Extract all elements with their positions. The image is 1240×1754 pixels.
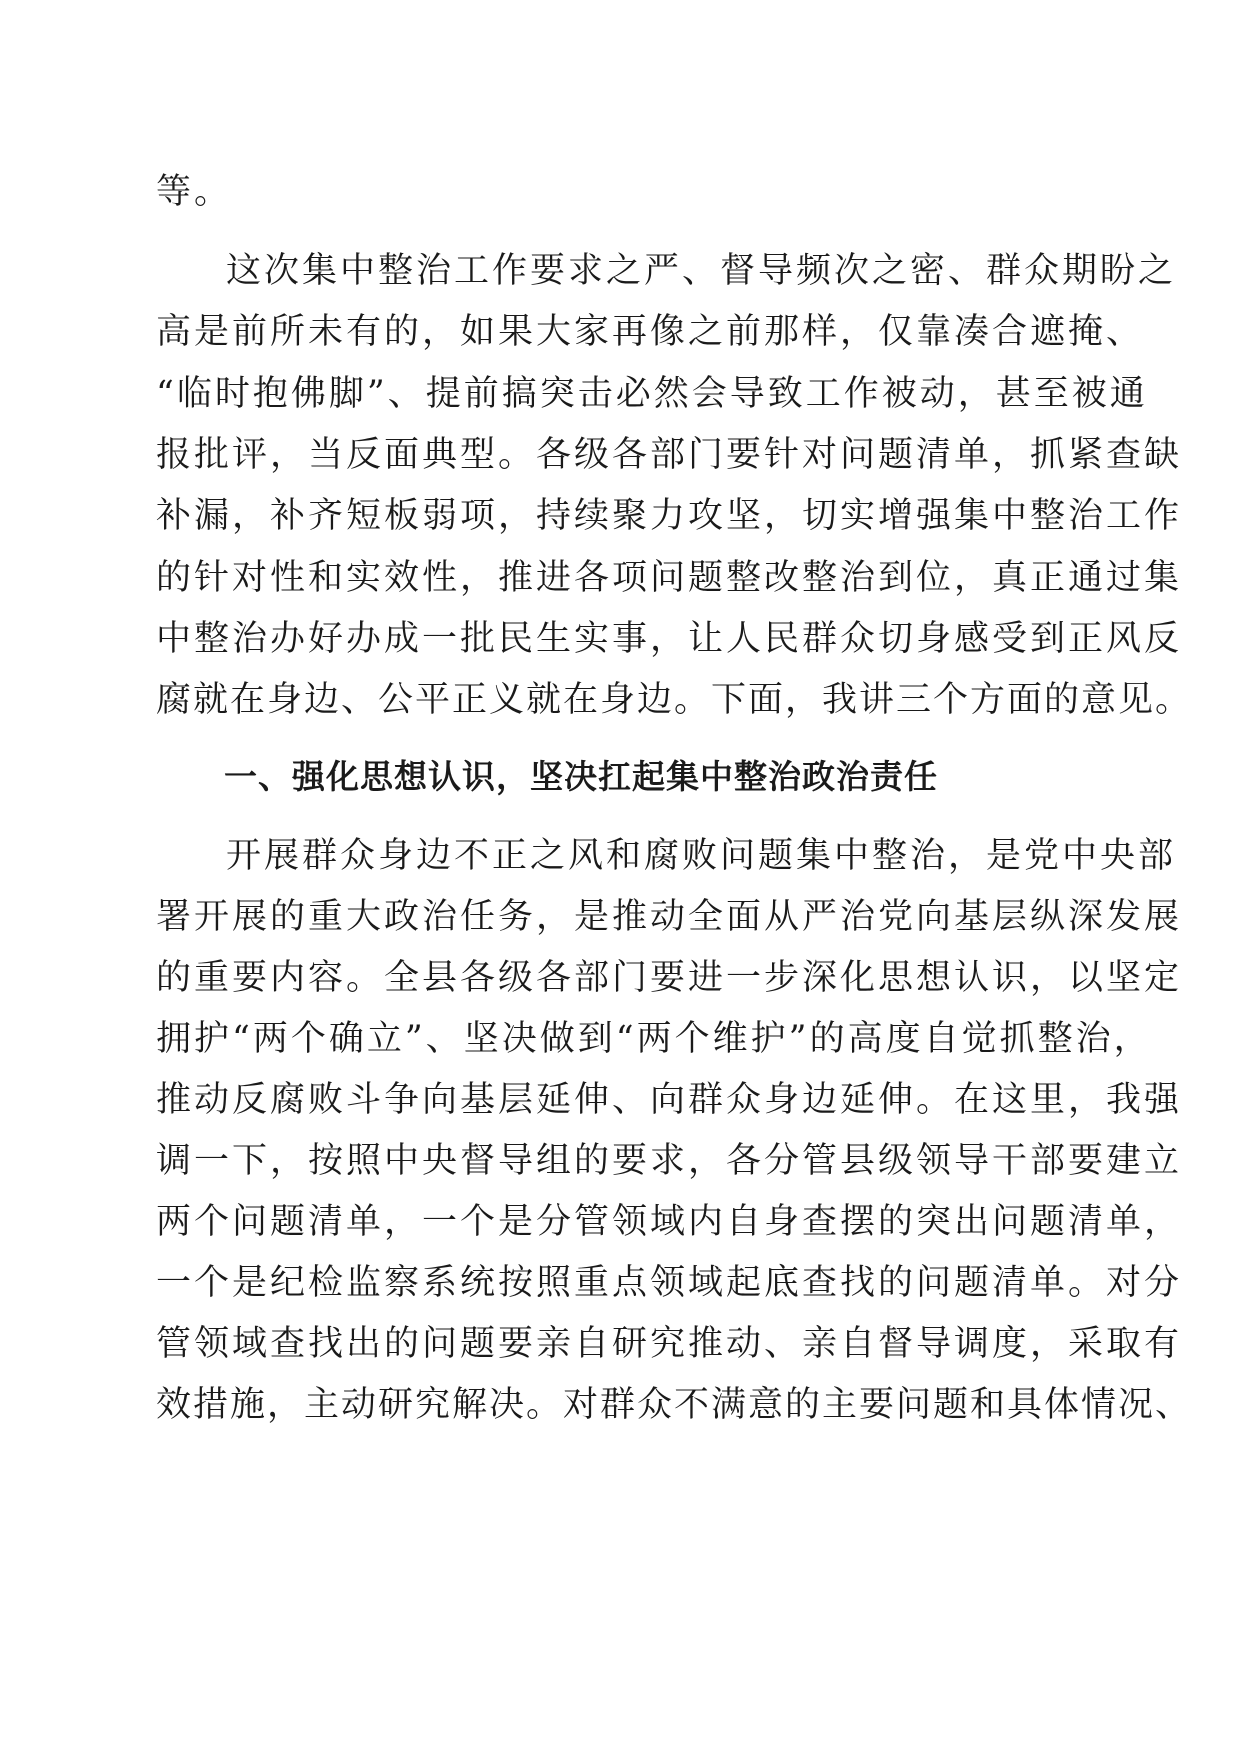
text-line: 这次集中整治工作要求之严、督导频次之密、群众期盼之: [226, 251, 1177, 291]
text-line: 的重要内容。全县各级各部门要进一步深化思想认识，以坚定: [156, 958, 1183, 998]
text-line: 一个是纪检监察系统按照重点领域起底查找的问题清单。对分: [156, 1263, 1183, 1303]
text-line: 高是前所未有的，如果大家再像之前那样，仅靠凑合遮掩、: [156, 312, 1145, 352]
text-line: 署开展的重大政治任务，是推动全面从严治党向基层纵深发展: [156, 897, 1183, 937]
text-line: 等。: [156, 172, 233, 212]
text-line: 腐就在身边、公平正义就在身边。下面，我讲三个方面的意见。: [156, 680, 1193, 720]
text-line: 效措施，主动研究解决。对群众不满意的主要问题和具体情况、: [156, 1385, 1193, 1425]
text-line: 补漏，补齐短板弱项，持续聚力攻坚，切实增强集中整治工作: [156, 496, 1183, 536]
text-line: 调一下，按照中央督导组的要求，各分管县级领导干部要建立: [156, 1141, 1183, 1181]
section-heading: 一、强化思想认识，坚决扛起集中整治政治责任: [224, 757, 938, 796]
text-line: 开展群众身边不正之风和腐败问题集中整治，是党中央部: [226, 836, 1177, 876]
text-line: 管领域查找出的问题要亲自研究推动、亲自督导调度，采取有: [156, 1324, 1183, 1364]
text-line: 推动反腐败斗争向基层延伸、向群众身边延伸。在这里，我强: [156, 1080, 1183, 1120]
text-line: 两个问题清单，一个是分管领域内自身查摆的突出问题清单，: [156, 1202, 1183, 1242]
text-line: “临时抱佛脚”、提前搞突击必然会导致工作被动，甚至被通: [156, 374, 1148, 414]
text-line: 的针对性和实效性，推进各项问题整改整治到位，真正通过集: [156, 558, 1183, 598]
text-line: 拥护“两个确立”、坚决做到“两个维护”的高度自觉抓整治，: [156, 1019, 1152, 1059]
text-line: 中整治办好办成一批民生实事，让人民群众切身感受到正风反: [156, 619, 1183, 659]
text-line: 报批评，当反面典型。各级各部门要针对问题清单，抓紧查缺: [156, 435, 1183, 475]
